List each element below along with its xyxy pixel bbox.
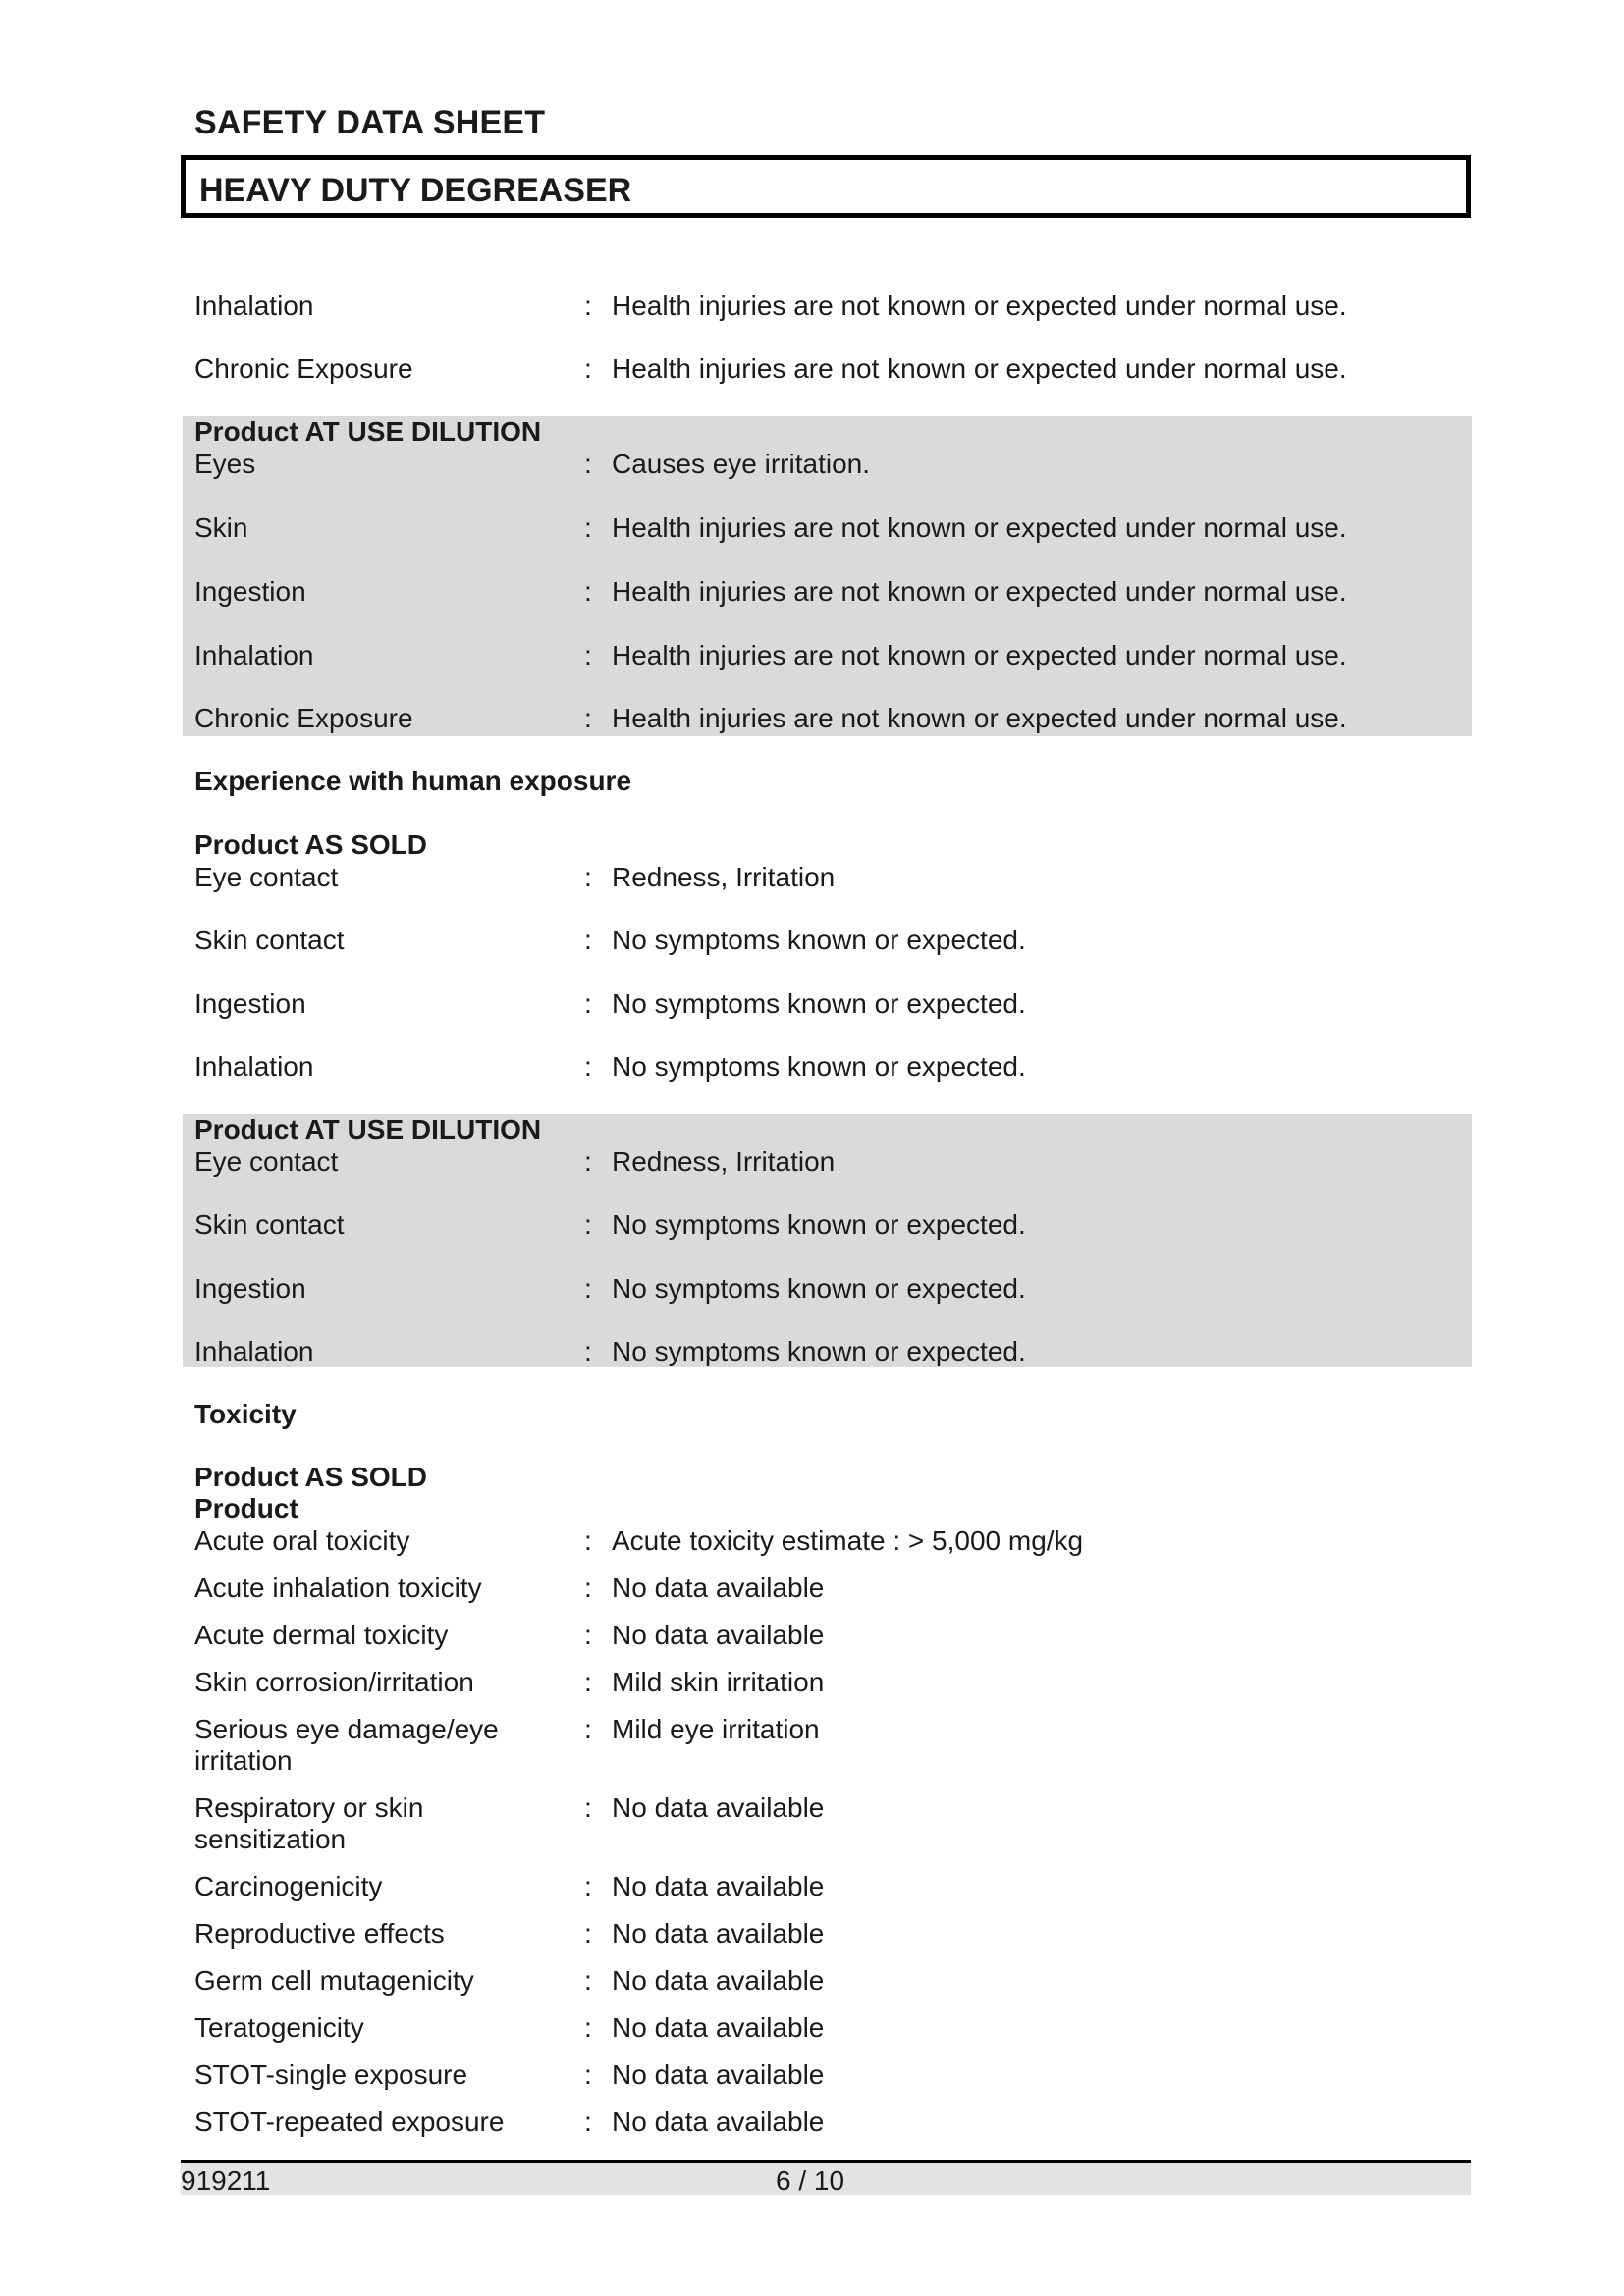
toxicity-product-heading: Product <box>194 1493 298 1523</box>
row-label: Ingestion <box>194 1273 306 1304</box>
row-separator: : <box>584 353 592 384</box>
row-separator: : <box>584 1714 592 1744</box>
row-separator: : <box>584 1792 592 1823</box>
row-label: Acute oral toxicity <box>194 1525 410 1556</box>
row-separator: : <box>584 925 592 955</box>
row-value: Mild eye irritation <box>612 1714 820 1744</box>
row-value: No data available <box>612 1965 825 1996</box>
row-value: No data available <box>612 1792 825 1823</box>
row-label: Respiratory or skin sensitization <box>194 1792 424 1854</box>
row-separator: : <box>584 1336 592 1366</box>
row-label: Reproductive effects <box>194 1918 445 1949</box>
row-separator: : <box>584 1209 592 1240</box>
row-separator: : <box>584 1573 592 1603</box>
row-separator: : <box>584 1667 592 1697</box>
row-label: Ingestion <box>194 988 306 1019</box>
toxicity-heading: Toxicity <box>194 1399 297 1429</box>
row-value: No symptoms known or expected. <box>612 1051 1026 1082</box>
row-label: Serious eye damage/eye irritation <box>194 1714 499 1776</box>
row-separator: : <box>584 640 592 670</box>
row-separator: : <box>584 1871 592 1901</box>
row-label: STOT-repeated exposure <box>194 2107 505 2137</box>
product-name-box <box>181 155 1471 218</box>
row-label: Inhalation <box>194 1336 314 1366</box>
row-value: Health injuries are not known or expected under normal use. <box>612 291 1347 321</box>
row-value: No data available <box>612 1573 825 1603</box>
row-value: No data available <box>612 2012 825 2043</box>
document-title: SAFETY DATA SHEET <box>194 104 546 141</box>
row-value: Acute toxicity estimate : > 5,000 mg/kg <box>612 1525 1084 1556</box>
row-separator: : <box>584 988 592 1019</box>
row-separator: : <box>584 1918 592 1949</box>
row-value: No symptoms known or expected. <box>612 988 1026 1019</box>
row-separator: : <box>584 576 592 607</box>
row-separator: : <box>584 1965 592 1996</box>
row-separator: : <box>584 1147 592 1177</box>
row-value: No symptoms known or expected. <box>612 1209 1026 1240</box>
experience-heading: Experience with human exposure <box>194 766 632 796</box>
row-value: Redness, Irritation <box>612 1147 836 1177</box>
toxicity-as-sold-heading: Product AS SOLD <box>194 1462 427 1492</box>
row-label: Ingestion <box>194 576 306 607</box>
product-name: HEAVY DUTY DEGREASER <box>199 172 632 209</box>
row-separator: : <box>584 512 592 543</box>
row-separator: : <box>584 2059 592 2090</box>
row-value: Health injuries are not known or expected under normal use. <box>612 576 1347 607</box>
row-value: No symptoms known or expected. <box>612 1336 1026 1366</box>
row-separator: : <box>584 1051 592 1082</box>
row-separator: : <box>584 1273 592 1304</box>
row-separator: : <box>584 862 592 892</box>
row-separator: : <box>584 449 592 479</box>
row-value: No symptoms known or expected. <box>612 1273 1026 1304</box>
row-value: Health injuries are not known or expected under normal use. <box>612 512 1347 543</box>
row-label: Germ cell mutagenicity <box>194 1965 474 1996</box>
row-value: Health injuries are not known or expected under normal use. <box>612 353 1347 384</box>
dilution-experience-heading: Product AT USE DILUTION <box>194 1114 542 1145</box>
row-label: Eyes <box>194 449 256 479</box>
row-value: Redness, Irritation <box>612 862 836 892</box>
row-label: Acute inhalation toxicity <box>194 1573 482 1603</box>
row-value: No data available <box>612 2059 825 2090</box>
row-value: Causes eye irritation. <box>612 449 871 479</box>
row-value: No data available <box>612 1620 825 1650</box>
page-number: 6 / 10 <box>776 2165 845 2196</box>
row-separator: : <box>584 2012 592 2043</box>
row-separator: : <box>584 2107 592 2137</box>
row-label: Eye contact <box>194 862 339 892</box>
row-label: Carcinogenicity <box>194 1871 383 1901</box>
row-label: Inhalation <box>194 640 314 670</box>
dilution-health-heading: Product AT USE DILUTION <box>194 416 542 447</box>
row-label: Eye contact <box>194 1147 339 1177</box>
row-value: No data available <box>612 1918 825 1949</box>
row-label: Chronic Exposure <box>194 703 413 733</box>
row-separator: : <box>584 1620 592 1650</box>
row-label: Skin corrosion/irritation <box>194 1667 474 1697</box>
row-label: Inhalation <box>194 1051 314 1082</box>
row-value: Mild skin irritation <box>612 1667 825 1697</box>
document-number: 919211 <box>181 2165 271 2196</box>
row-value: Health injuries are not known or expected under normal use. <box>612 640 1347 670</box>
row-separator: : <box>584 291 592 321</box>
row-label: Teratogenicity <box>194 2012 364 2043</box>
row-label: Skin contact <box>194 925 345 955</box>
row-label: Skin <box>194 512 248 543</box>
row-label: STOT-single exposure <box>194 2059 468 2090</box>
row-label: Inhalation <box>194 291 314 321</box>
row-label: Chronic Exposure <box>194 353 413 384</box>
row-label: Acute dermal toxicity <box>194 1620 449 1650</box>
row-value: Health injuries are not known or expected under normal use. <box>612 703 1347 733</box>
row-separator: : <box>584 1525 592 1556</box>
row-value: No symptoms known or expected. <box>612 925 1026 955</box>
as-sold-heading: Product AS SOLD <box>194 829 427 860</box>
row-value: No data available <box>612 1871 825 1901</box>
row-separator: : <box>584 703 592 733</box>
row-value: No data available <box>612 2107 825 2137</box>
row-label: Skin contact <box>194 1209 345 1240</box>
